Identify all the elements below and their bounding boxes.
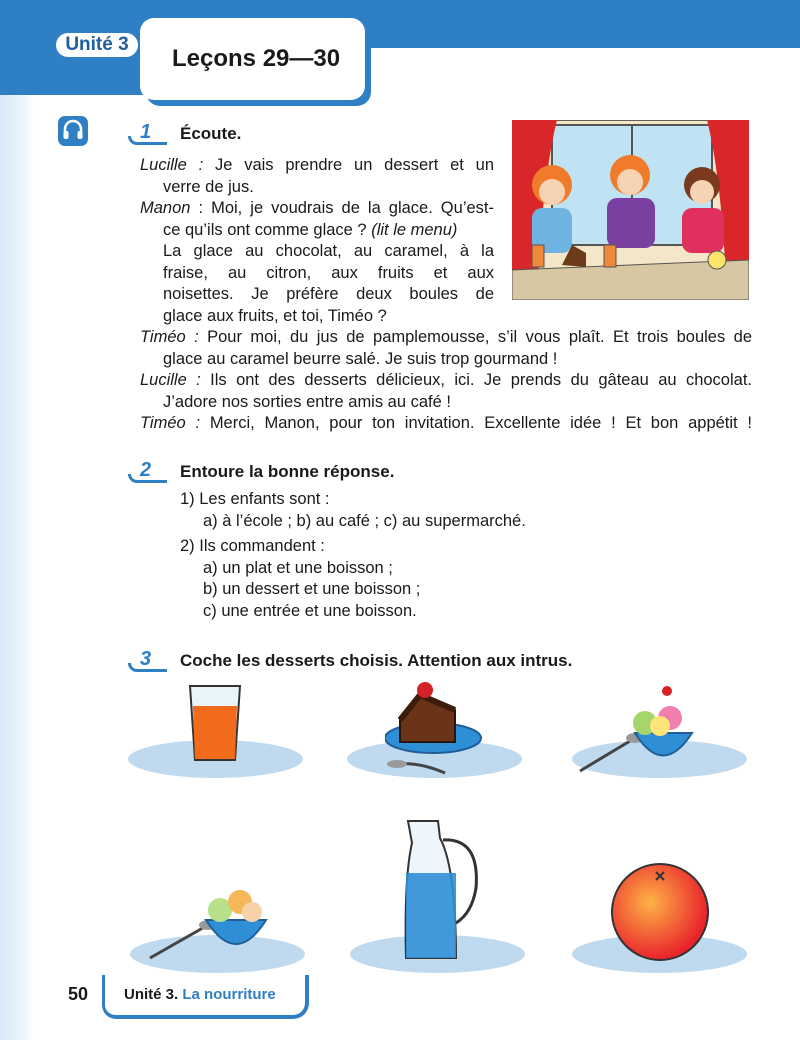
dialogue-cont: verre de jus. [163, 177, 254, 196]
dialogue-line-lucille-1: Lucille : Je vais prendre un dessert et un [140, 156, 494, 174]
dialogue-cont: noisettes. Je préfère deux boules de [163, 285, 494, 303]
dialogue-cont: J’adore nos sorties entre amis au café ! [163, 392, 451, 411]
exercise-2-marker [128, 474, 167, 483]
dialogue-cont: ce qu’ils ont comme glace ? (lit le menu) [163, 220, 458, 239]
page-margin-strip [0, 0, 34, 1040]
grapefruit-icon[interactable] [610, 862, 710, 962]
fruit-ice-cream-icon[interactable] [575, 683, 700, 778]
caramel-ice-cream-icon[interactable] [148, 880, 273, 965]
question-2-option-a[interactable]: a) un plat et une boisson ; [203, 558, 393, 577]
dialogue-bottom [140, 327, 752, 435]
dialogue-line-manon: Manon : Moi, je voudrais de la glace. Qu’est- [140, 199, 494, 217]
dialogue-line-lucille-2: Lucille : Ils ont des desserts délicieux, ici. Je prends du gâteau au chocolat. [140, 371, 752, 389]
exercise-1-title: Écoute. [180, 124, 242, 143]
question-2: 2) Ils commandent : [180, 537, 325, 555]
exercise-1-marker [128, 136, 167, 145]
footer-title: Unité 3. La nourriture [124, 986, 276, 1003]
chocolate-cake-icon[interactable] [385, 680, 490, 780]
dialogue-line-timeo-1: Timéo : Pour moi, du jus de pamplemousse, s’il vous plaît. Et trois boules de [140, 328, 752, 346]
dialogue-cont: fraise, au citron, aux fruits et aux [163, 263, 494, 282]
question-1: 1) Les enfants sont : [180, 490, 330, 508]
dialogue-top [140, 155, 494, 327]
exercise-2-number: 2 [140, 459, 152, 481]
question-2-option-c[interactable]: c) une entrée et une boisson. [203, 601, 417, 620]
exercise-2-questions [180, 489, 526, 622]
water-jug-icon[interactable] [398, 818, 483, 963]
exercise-1-number: 1 [140, 121, 152, 143]
headphones-icon[interactable] [57, 115, 89, 147]
dialogue-line-timeo-2: Timéo : Merci, Manon, pour ton invitation. Excellente idée ! Et bon appétit ! [140, 414, 752, 432]
cafe-illustration [512, 120, 749, 300]
lesson-title: Leçons 29—30 [172, 45, 341, 72]
dialogue-cont: glace au caramel beurre salé. Je suis trop gourmand ! [163, 349, 558, 368]
question-2-option-b[interactable]: b) un dessert et une boisson ; [203, 580, 421, 598]
dialogue-cont: glace aux fruits, et toi, Timéo ? [163, 306, 387, 325]
exercise-2-title: Entoure la bonne réponse. [180, 462, 395, 481]
exercise-3-marker [128, 663, 167, 672]
exercise-3-number: 3 [140, 648, 152, 670]
juice-glass-icon[interactable] [185, 684, 245, 764]
question-1-options[interactable]: a) à l’école ; b) au café ; c) au supermarché. [203, 511, 526, 530]
page-number: 50 [68, 984, 89, 1004]
exercise-3-title: Coche les desserts choisis. Attention aux intrus. [180, 651, 573, 670]
dialogue-cont: La glace au chocolat, au caramel, à la [163, 242, 494, 260]
unit-badge: Unité 3 [56, 33, 138, 57]
